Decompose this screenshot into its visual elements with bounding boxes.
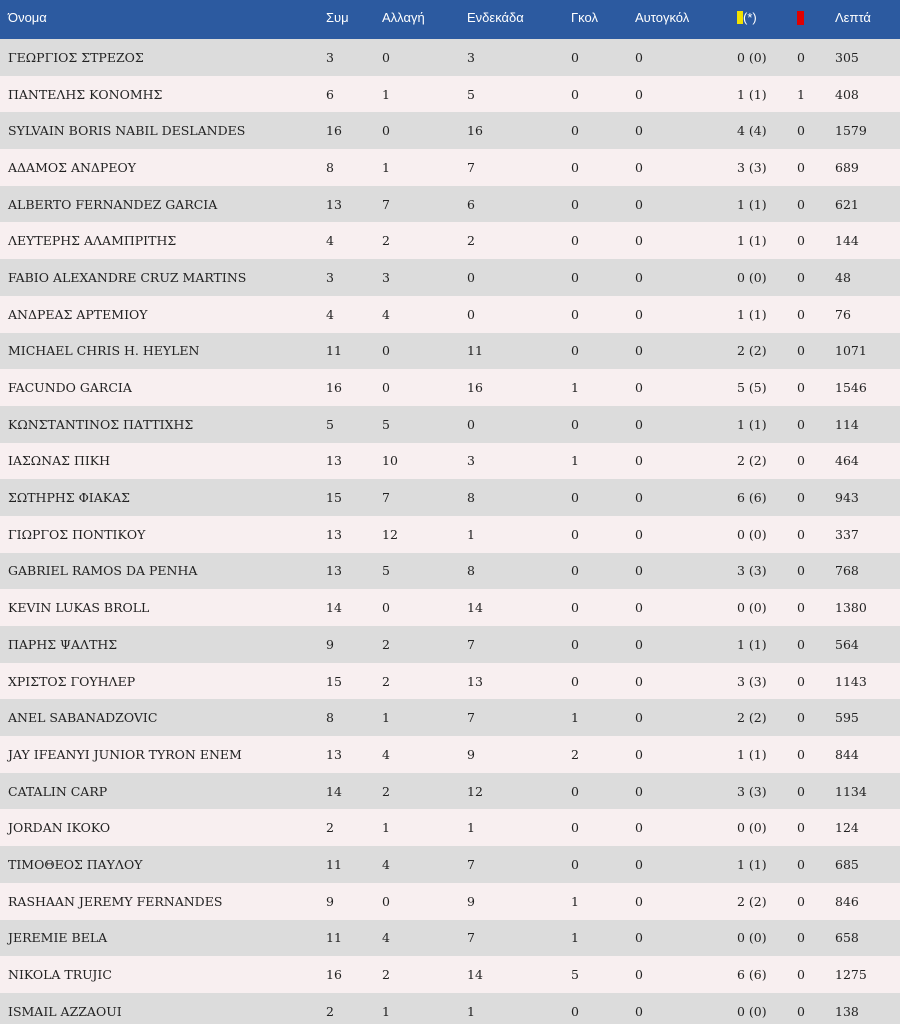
table-row	[0, 846, 900, 883]
minutes-cell: 1071	[835, 343, 867, 359]
own-goals-cell: 0	[635, 196, 643, 212]
table-row	[0, 259, 900, 296]
goals-cell: 1	[571, 930, 579, 946]
goals-cell: 1	[571, 380, 579, 396]
table-row	[0, 406, 900, 443]
red-cards-cell: 1	[797, 86, 805, 102]
player-name-cell[interactable]: JAY IFEANYI JUNIOR TYRON ENEM	[8, 746, 242, 762]
own-goals-cell: 0	[635, 563, 643, 579]
appearances-cell: 13	[326, 453, 342, 469]
player-name-cell[interactable]: ΓΕΩΡΓΙΟΣ ΣΤΡΕΖΟΣ	[8, 49, 144, 65]
substitute-apps-cell: 1	[382, 86, 390, 102]
yellow-cards-cell: 0 (0)	[737, 930, 767, 946]
substitute-apps-cell: 7	[382, 490, 390, 506]
appearances-cell: 13	[326, 746, 342, 762]
yellow-cards-cell: 1 (1)	[737, 86, 767, 102]
minutes-cell: 305	[835, 49, 859, 65]
own-goals-cell: 0	[635, 893, 643, 909]
appearances-cell: 11	[326, 930, 342, 946]
appearances-cell: 15	[326, 673, 342, 689]
own-goals-cell: 0	[635, 380, 643, 396]
player-name-cell[interactable]: SYLVAIN BORIS NABIL DESLANDES	[8, 123, 246, 139]
substitute-apps-cell: 12	[382, 526, 398, 542]
red-cards-cell: 0	[797, 856, 805, 872]
red-cards-cell: 0	[797, 196, 805, 212]
own-goals-cell: 0	[635, 49, 643, 65]
substitute-apps-cell: 1	[382, 159, 390, 175]
red-cards-cell: 0	[797, 269, 805, 285]
appearances-cell: 4	[326, 306, 334, 322]
starting-apps-cell: 13	[467, 673, 483, 689]
red-cards-cell: 0	[797, 673, 805, 689]
starting-apps-cell: 0	[467, 416, 475, 432]
minutes-cell: 846	[835, 893, 859, 909]
starting-apps-cell: 6	[467, 196, 475, 212]
own-goals-cell: 0	[635, 783, 643, 799]
minutes-cell: 144	[835, 233, 859, 249]
player-name-cell[interactable]: JEREMIE BELA	[8, 930, 108, 946]
substitute-apps-cell: 10	[382, 453, 398, 469]
own-goals-cell: 0	[635, 600, 643, 616]
own-goals-cell: 0	[635, 159, 643, 175]
col-header-name[interactable]: Όνομα	[0, 0, 326, 39]
own-goals-cell: 0	[635, 123, 643, 139]
appearances-cell: 15	[326, 490, 342, 506]
table-row	[0, 553, 900, 590]
starting-apps-cell: 7	[467, 856, 475, 872]
red-cards-cell: 0	[797, 233, 805, 249]
substitute-apps-cell: 2	[382, 673, 390, 689]
substitute-apps-cell: 7	[382, 196, 390, 212]
col-header-red-cards[interactable]	[797, 0, 835, 39]
table-row	[0, 773, 900, 810]
yellow-cards-cell: 1 (1)	[737, 856, 767, 872]
appearances-cell: 2	[326, 820, 334, 836]
table-row	[0, 443, 900, 480]
goals-cell: 0	[571, 490, 579, 506]
goals-cell: 0	[571, 783, 579, 799]
own-goals-cell: 0	[635, 490, 643, 506]
red-cards-cell: 0	[797, 343, 805, 359]
player-name-cell[interactable]: FACUNDO GARCIA	[8, 380, 132, 396]
player-name-cell[interactable]: RASHAAN JEREMY FERNANDES	[8, 893, 223, 909]
starting-apps-cell: 11	[467, 343, 483, 359]
minutes-cell: 685	[835, 856, 859, 872]
col-header-own-goals[interactable]: Αυτογκόλ	[635, 0, 737, 39]
own-goals-cell: 0	[635, 526, 643, 542]
player-name-cell[interactable]: ΠΑΝΤΕΛΗΣ ΚΟΝΟΜΗΣ	[8, 86, 163, 102]
minutes-cell: 621	[835, 196, 859, 212]
appearances-cell: 9	[326, 636, 334, 652]
starting-apps-cell: 7	[467, 930, 475, 946]
starting-apps-cell: 7	[467, 636, 475, 652]
appearances-cell: 13	[326, 563, 342, 579]
player-name-cell[interactable]: ΚΩΝΣΤΑΝΤΙΝΟΣ ΠΑΤΤΙΧΗΣ	[8, 416, 194, 432]
goals-cell: 0	[571, 600, 579, 616]
table-row	[0, 809, 900, 846]
yellow-cards-cell: 2 (2)	[737, 453, 767, 469]
starting-apps-cell: 3	[467, 453, 475, 469]
own-goals-cell: 0	[635, 746, 643, 762]
starting-apps-cell: 7	[467, 710, 475, 726]
table-row	[0, 369, 900, 406]
yellow-suffix: (*)	[743, 10, 757, 25]
table-row	[0, 296, 900, 333]
goals-cell: 0	[571, 159, 579, 175]
starting-apps-cell: 7	[467, 159, 475, 175]
substitute-apps-cell: 2	[382, 967, 390, 983]
goals-cell: 1	[571, 710, 579, 726]
table-row	[0, 699, 900, 736]
minutes-cell: 658	[835, 930, 859, 946]
substitute-apps-cell: 0	[382, 343, 390, 359]
table-row	[0, 76, 900, 113]
table-row	[0, 736, 900, 773]
minutes-cell: 1546	[835, 380, 867, 396]
col-header-starts[interactable]: Ενδεκάδα	[467, 0, 571, 39]
red-card-icon	[797, 11, 804, 25]
substitute-apps-cell: 4	[382, 856, 390, 872]
substitute-apps-cell: 1	[382, 1003, 390, 1019]
col-header-minutes[interactable]: Λεπτά	[835, 0, 900, 39]
starting-apps-cell: 1	[467, 526, 475, 542]
goals-cell: 5	[571, 967, 579, 983]
minutes-cell: 337	[835, 526, 859, 542]
yellow-cards-cell: 2 (2)	[737, 343, 767, 359]
appearances-cell: 3	[326, 49, 334, 65]
table-row	[0, 956, 900, 993]
goals-cell: 1	[571, 453, 579, 469]
appearances-cell: 3	[326, 269, 334, 285]
yellow-cards-cell: 1 (1)	[737, 746, 767, 762]
yellow-cards-cell: 0 (0)	[737, 1003, 767, 1019]
yellow-cards-cell: 1 (1)	[737, 196, 767, 212]
red-cards-cell: 0	[797, 1003, 805, 1019]
table-row	[0, 920, 900, 957]
goals-cell: 0	[571, 343, 579, 359]
own-goals-cell: 0	[635, 673, 643, 689]
player-name-cell[interactable]: ΑΝΔΡΕΑΣ ΑΡΤΕΜΙΟΥ	[8, 306, 148, 322]
appearances-cell: 11	[326, 343, 342, 359]
starting-apps-cell: 9	[467, 893, 475, 909]
appearances-cell: 14	[326, 783, 342, 799]
minutes-cell: 844	[835, 746, 859, 762]
minutes-cell: 595	[835, 710, 859, 726]
yellow-cards-cell: 1 (1)	[737, 233, 767, 249]
player-name-cell[interactable]: ΙΑΣΩΝΑΣ ΠΙΚΗ	[8, 453, 111, 469]
table-row	[0, 222, 900, 259]
yellow-cards-cell: 2 (2)	[737, 710, 767, 726]
table-row	[0, 39, 900, 76]
yellow-cards-cell: 3 (3)	[737, 783, 767, 799]
goals-cell: 0	[571, 269, 579, 285]
col-header-sub[interactable]: Αλλαγή	[382, 0, 467, 39]
own-goals-cell: 0	[635, 86, 643, 102]
goals-cell: 0	[571, 196, 579, 212]
table-row	[0, 112, 900, 149]
table-row	[0, 883, 900, 920]
yellow-cards-cell: 3 (3)	[737, 159, 767, 175]
player-name-cell[interactable]: ΠΑΡΗΣ ΨΑΛΤΗΣ	[8, 636, 118, 652]
goals-cell: 0	[571, 673, 579, 689]
appearances-cell: 16	[326, 380, 342, 396]
goals-cell: 0	[571, 526, 579, 542]
minutes-cell: 124	[835, 820, 859, 836]
red-cards-cell: 0	[797, 453, 805, 469]
red-cards-cell: 0	[797, 930, 805, 946]
appearances-cell: 9	[326, 893, 334, 909]
yellow-cards-cell: 3 (3)	[737, 673, 767, 689]
starting-apps-cell: 0	[467, 269, 475, 285]
own-goals-cell: 0	[635, 820, 643, 836]
substitute-apps-cell: 0	[382, 380, 390, 396]
own-goals-cell: 0	[635, 453, 643, 469]
substitute-apps-cell: 0	[382, 123, 390, 139]
appearances-cell: 16	[326, 967, 342, 983]
starting-apps-cell: 14	[467, 967, 483, 983]
yellow-cards-cell: 4 (4)	[737, 123, 767, 139]
player-name-cell[interactable]: CATALIN CARP	[8, 783, 108, 799]
substitute-apps-cell: 5	[382, 563, 390, 579]
yellow-cards-cell: 0 (0)	[737, 49, 767, 65]
goals-cell: 2	[571, 746, 579, 762]
starting-apps-cell: 14	[467, 600, 483, 616]
yellow-cards-cell: 0 (0)	[737, 600, 767, 616]
red-cards-cell: 0	[797, 783, 805, 799]
minutes-cell: 408	[835, 86, 859, 102]
substitute-apps-cell: 5	[382, 416, 390, 432]
goals-cell: 0	[571, 416, 579, 432]
substitute-apps-cell: 2	[382, 783, 390, 799]
player-name-cell[interactable]: ΛΕΥΤΕΡΗΣ ΑΛΑΜΠΡΙΤΗΣ	[8, 233, 177, 249]
red-cards-cell: 0	[797, 563, 805, 579]
goals-cell: 0	[571, 49, 579, 65]
substitute-apps-cell: 1	[382, 820, 390, 836]
player-name-cell[interactable]: KEVIN LUKAS BROLL	[8, 600, 150, 616]
own-goals-cell: 0	[635, 856, 643, 872]
red-cards-cell: 0	[797, 710, 805, 726]
appearances-cell: 4	[326, 233, 334, 249]
substitute-apps-cell: 0	[382, 49, 390, 65]
yellow-cards-cell: 0 (0)	[737, 820, 767, 836]
minutes-cell: 76	[835, 306, 851, 322]
player-name-cell[interactable]: ANEL SABANADZOVIC	[8, 710, 158, 726]
goals-cell: 0	[571, 563, 579, 579]
appearances-cell: 16	[326, 123, 342, 139]
minutes-cell: 138	[835, 1003, 859, 1019]
player-name-cell[interactable]: ALBERTO FERNANDEZ GARCIA	[8, 196, 218, 212]
red-cards-cell: 0	[797, 159, 805, 175]
goals-cell: 0	[571, 233, 579, 249]
table-row	[0, 186, 900, 223]
appearances-cell: 8	[326, 159, 334, 175]
player-name-cell[interactable]: NIKOLA TRUJIC	[8, 967, 112, 983]
starting-apps-cell: 16	[467, 123, 483, 139]
minutes-cell: 1134	[835, 783, 867, 799]
player-name-cell[interactable]: ΧΡΙΣΤΟΣ ΓΟΥΗΛΕΡ	[8, 673, 136, 689]
table-body	[0, 39, 900, 1024]
table-row	[0, 333, 900, 370]
starting-apps-cell: 8	[467, 563, 475, 579]
appearances-cell: 14	[326, 600, 342, 616]
appearances-cell: 13	[326, 196, 342, 212]
substitute-apps-cell: 3	[382, 269, 390, 285]
appearances-cell: 6	[326, 86, 334, 102]
own-goals-cell: 0	[635, 343, 643, 359]
yellow-cards-cell: 6 (6)	[737, 967, 767, 983]
yellow-cards-cell: 6 (6)	[737, 490, 767, 506]
minutes-cell: 114	[835, 416, 859, 432]
table-row	[0, 149, 900, 186]
substitute-apps-cell: 4	[382, 930, 390, 946]
minutes-cell: 1579	[835, 123, 867, 139]
red-cards-cell: 0	[797, 380, 805, 396]
substitute-apps-cell: 4	[382, 306, 390, 322]
player-name-cell[interactable]: ΤΙΜΟΘΕΟΣ ΠΑΥΛΟΥ	[8, 856, 143, 872]
own-goals-cell: 0	[635, 233, 643, 249]
own-goals-cell: 0	[635, 636, 643, 652]
goals-cell: 0	[571, 123, 579, 139]
starting-apps-cell: 3	[467, 49, 475, 65]
player-name-cell[interactable]: GABRIEL RAMOS DA PENHA	[8, 563, 198, 579]
goals-cell: 0	[571, 820, 579, 836]
col-header-goals[interactable]: Γκολ	[571, 0, 635, 39]
starting-apps-cell: 1	[467, 820, 475, 836]
player-name-cell[interactable]: FABIO ALEXANDRE CRUZ MARTINS	[8, 269, 247, 285]
yellow-cards-cell: 1 (1)	[737, 636, 767, 652]
red-cards-cell: 0	[797, 820, 805, 836]
goals-cell: 0	[571, 306, 579, 322]
minutes-cell: 943	[835, 490, 859, 506]
appearances-cell: 8	[326, 710, 334, 726]
red-cards-cell: 0	[797, 893, 805, 909]
red-cards-cell: 0	[797, 490, 805, 506]
table-row	[0, 626, 900, 663]
substitute-apps-cell: 1	[382, 710, 390, 726]
starting-apps-cell: 5	[467, 86, 475, 102]
yellow-cards-cell: 0 (0)	[737, 526, 767, 542]
table-row	[0, 589, 900, 626]
own-goals-cell: 0	[635, 269, 643, 285]
goals-cell: 0	[571, 636, 579, 652]
red-cards-cell: 0	[797, 416, 805, 432]
player-name-cell[interactable]: ΣΩΤΗΡΗΣ ΦΙΑΚΑΣ	[8, 490, 130, 506]
substitute-apps-cell: 4	[382, 746, 390, 762]
col-header-apps[interactable]: Συμ	[326, 0, 382, 39]
own-goals-cell: 0	[635, 930, 643, 946]
player-name-cell[interactable]: ΑΔΑΜΟΣ ΑΝΔΡΕΟΥ	[8, 159, 136, 175]
col-header-yellow-cards[interactable]	[737, 0, 797, 39]
goals-cell: 1	[571, 893, 579, 909]
appearances-cell: 2	[326, 1003, 334, 1019]
substitute-apps-cell: 0	[382, 600, 390, 616]
minutes-cell: 564	[835, 636, 859, 652]
red-cards-cell: 0	[797, 967, 805, 983]
red-cards-cell: 0	[797, 123, 805, 139]
starting-apps-cell: 8	[467, 490, 475, 506]
own-goals-cell: 0	[635, 710, 643, 726]
red-cards-cell: 0	[797, 49, 805, 65]
starting-apps-cell: 0	[467, 306, 475, 322]
substitute-apps-cell: 2	[382, 636, 390, 652]
goals-cell: 0	[571, 86, 579, 102]
minutes-cell: 768	[835, 563, 859, 579]
table-row	[0, 993, 900, 1024]
red-cards-cell: 0	[797, 746, 805, 762]
minutes-cell: 1143	[835, 673, 867, 689]
red-cards-cell: 0	[797, 306, 805, 322]
minutes-cell: 1380	[835, 600, 867, 616]
starting-apps-cell: 16	[467, 380, 483, 396]
own-goals-cell: 0	[635, 1003, 643, 1019]
header-row	[0, 0, 900, 39]
appearances-cell: 11	[326, 856, 342, 872]
starting-apps-cell: 9	[467, 746, 475, 762]
minutes-cell: 48	[835, 269, 851, 285]
substitute-apps-cell: 0	[382, 893, 390, 909]
appearances-cell: 5	[326, 416, 334, 432]
goals-cell: 0	[571, 856, 579, 872]
substitute-apps-cell: 2	[382, 233, 390, 249]
yellow-cards-cell: 5 (5)	[737, 380, 767, 396]
minutes-cell: 1275	[835, 967, 867, 983]
own-goals-cell: 0	[635, 306, 643, 322]
table-row	[0, 479, 900, 516]
yellow-cards-cell: 0 (0)	[737, 269, 767, 285]
player-name-cell[interactable]: MICHAEL CHRIS H. HEYLEN	[8, 343, 200, 359]
table-row	[0, 663, 900, 700]
goals-cell: 0	[571, 1003, 579, 1019]
starting-apps-cell: 2	[467, 233, 475, 249]
yellow-cards-cell: 3 (3)	[737, 563, 767, 579]
minutes-cell: 464	[835, 453, 859, 469]
player-name-cell[interactable]: JORDAN IKOKO	[8, 820, 111, 836]
table-row	[0, 516, 900, 553]
own-goals-cell: 0	[635, 967, 643, 983]
player-name-cell[interactable]: ΓΙΩΡΓΟΣ ΠΟΝΤΙΚΟΥ	[8, 526, 146, 542]
appearances-cell: 13	[326, 526, 342, 542]
starting-apps-cell: 12	[467, 783, 483, 799]
red-cards-cell: 0	[797, 600, 805, 616]
red-cards-cell: 0	[797, 636, 805, 652]
minutes-cell: 689	[835, 159, 859, 175]
yellow-cards-cell: 1 (1)	[737, 416, 767, 432]
yellow-cards-cell: 2 (2)	[737, 893, 767, 909]
starting-apps-cell: 1	[467, 1003, 475, 1019]
own-goals-cell: 0	[635, 416, 643, 432]
player-name-cell[interactable]: ISMAIL AZZAOUI	[8, 1003, 122, 1019]
red-cards-cell: 0	[797, 526, 805, 542]
yellow-cards-cell: 1 (1)	[737, 306, 767, 322]
